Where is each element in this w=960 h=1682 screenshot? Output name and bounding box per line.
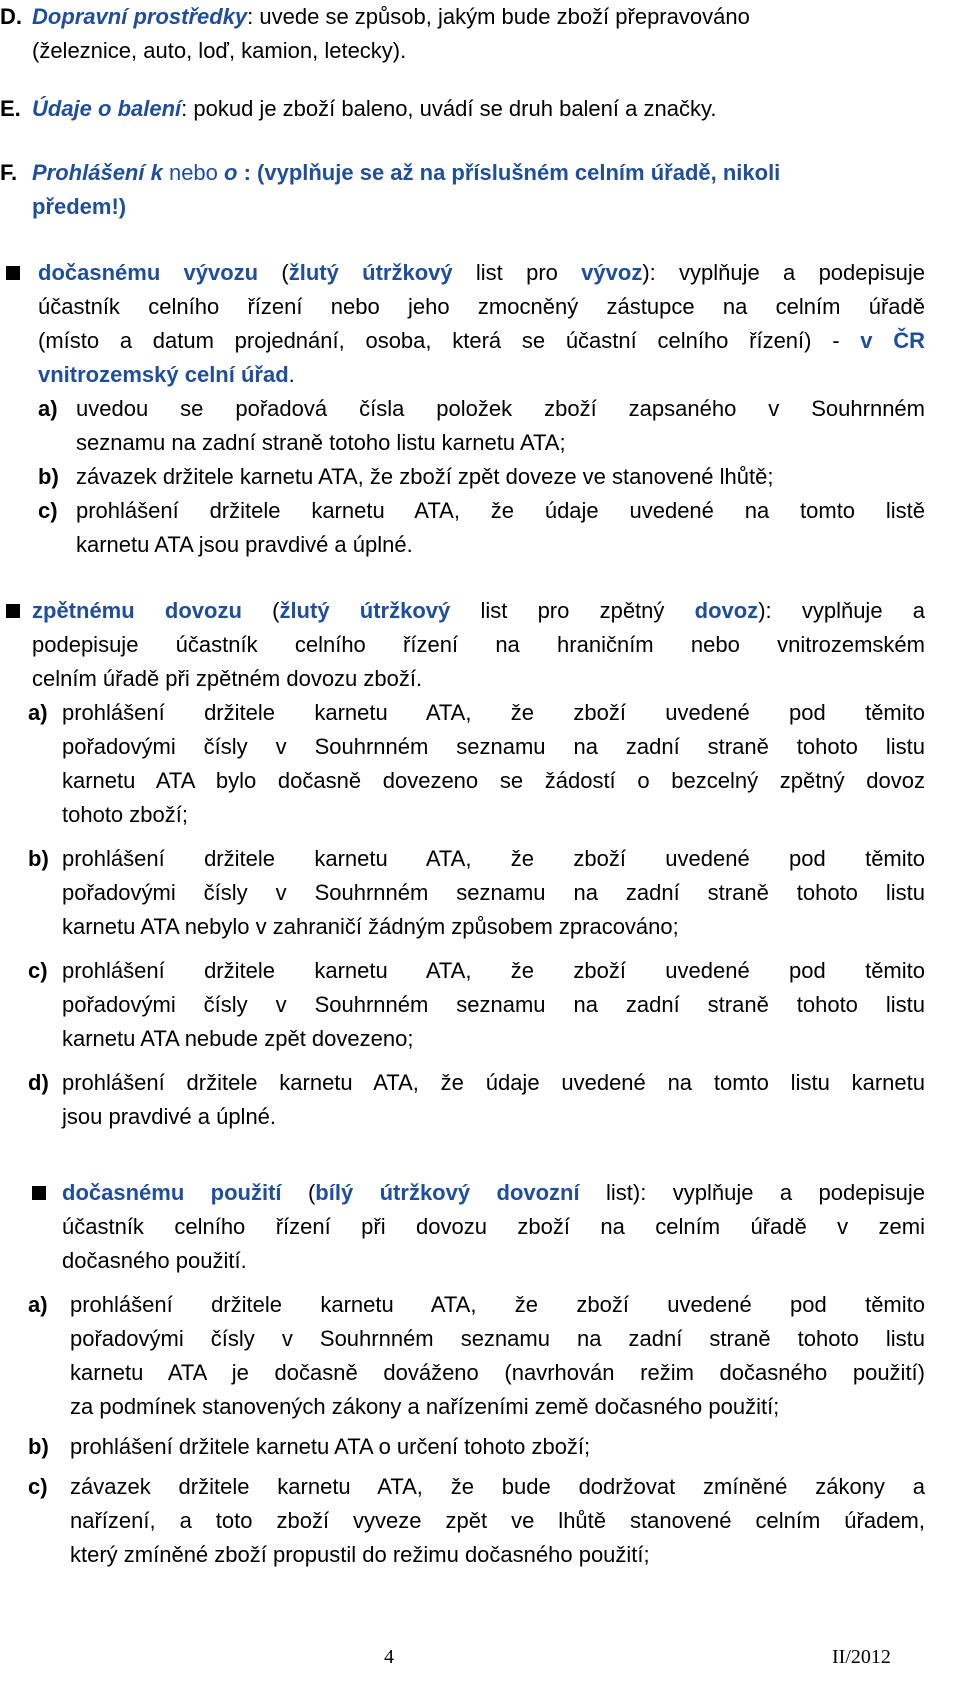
s2-a1: prohlášení držitele karnetu ATA, že zboží uvedené pod těmito (62, 700, 925, 725)
section-f-line2-text: předem!) (32, 194, 127, 219)
s2-c1: prohlášení držitele karnetu ATA, že zboží uvedené pod těmito (62, 958, 925, 983)
s2-line3: celním úřadě při zpětném dovozu zboží. (32, 666, 423, 691)
s1-a2: seznamu na zadní straně totoho listu karnetu ATA; (76, 430, 566, 455)
s2-b1: prohlášení držitele karnetu ATA, že zboží uvedené pod těmito (62, 846, 925, 871)
s3-c2: nařízení, a toto zboží vyveze zpět ve lhůtě stanovené celním úřadem, (70, 1508, 925, 1533)
s2-c3: karnetu ATA nebude zpět dovezeno; (62, 1026, 414, 1051)
s1-a1: uvedou se pořadová čísla položek zboží zapsaného v Souhrnném (76, 396, 925, 421)
s2-d1: prohlášení držitele karnetu ATA, že údaje uvedené na tomto listu karnetu (62, 1070, 925, 1095)
s2-h-b1: zpětnému dovozu (32, 598, 242, 623)
s3-line3: dočasného použití. (62, 1248, 247, 1273)
s2-d-label: d) (28, 1070, 49, 1095)
section-f-line1 (32, 156, 780, 190)
s3-heading (62, 1176, 925, 1210)
s1-line4 (38, 358, 295, 392)
section-f-rest: : (vyplňuje se až na příslušném celním úřadě, nikoli (237, 160, 781, 185)
s1-l4: vnitrozemský celní úřad (38, 362, 289, 387)
s2-c-label: c) (28, 958, 48, 983)
s1-l4t: . (288, 362, 295, 387)
section-d-line2: (železnice, auto, loď, kamion, letecky). (32, 38, 407, 63)
s1-h-b3: vývoz (581, 260, 643, 285)
s1-line3 (38, 324, 925, 358)
section-f-title: Prohlášení k (32, 160, 163, 185)
section-f-line2 (32, 190, 126, 224)
s3-c3: který zmíněné zboží propustil do režimu dočasného použití; (70, 1542, 650, 1567)
bullet-square-icon (32, 1186, 46, 1200)
s3-a3: karnetu ATA je dočasně dováženo (navrhován režim dočasného použití) (70, 1360, 925, 1385)
bullet-square-icon (6, 604, 20, 618)
s1-a-label: a) (38, 396, 58, 421)
s1-b-label: b) (38, 464, 59, 489)
section-f-mid: nebo (162, 160, 225, 185)
bullet-square-icon (6, 266, 20, 280)
s3-b1: prohlášení držitele karnetu ATA o určení tohoto zboží; (70, 1434, 591, 1459)
s3-a-label: a) (28, 1292, 48, 1317)
s2-a3: karnetu ATA bylo dočasně dovezeno se žádostí o bezcelný zpětný dovoz (62, 768, 925, 793)
s2-b-label: b) (28, 846, 49, 871)
section-d-line1 (32, 0, 750, 34)
s1-b1: závazek držitele karnetu ATA, že zboží zpět doveze ve stanovené lhůtě; (76, 464, 774, 489)
section-d-title: Dopravní prostředky (32, 4, 248, 29)
s3-b-label: b) (28, 1434, 49, 1459)
s2-h-t3: ): vyplňuje a (758, 598, 926, 623)
section-f-o: o (224, 160, 238, 185)
s2-h-t2: list pro zpětný (450, 598, 695, 623)
page-number: 4 (384, 1646, 394, 1668)
s3-a2: pořadovými čísly v Souhrnném seznamu na zadní straně tohoto listu (70, 1326, 925, 1351)
s2-b2: pořadovými čísly v Souhrnném seznamu na zadní straně tohoto listu (62, 880, 925, 905)
s2-heading (32, 594, 925, 628)
s3-h-b2: bílý útržkový dovozní (315, 1180, 580, 1205)
s3-a1: prohlášení držitele karnetu ATA, že zboží uvedené pod těmito (70, 1292, 925, 1317)
s1-h-b2: žlutý útržkový (288, 260, 453, 285)
s3-line2: účastník celního řízení při dovozu zboží na celním úřadě v zemi (62, 1214, 925, 1239)
s3-c-label: c) (28, 1474, 48, 1499)
s1-h-t2: list pro (452, 260, 582, 285)
s1-c2: karnetu ATA jsou pravdivé a úplné. (76, 532, 413, 557)
section-f-label: F. (0, 160, 18, 185)
s2-a2: pořadovými čísly v Souhrnném seznamu na zadní straně tohoto listu (62, 734, 925, 759)
section-e-line1 (32, 92, 716, 126)
s3-c1: závazek držitele karnetu ATA, že bude dodržovat zmíněné zákony a (70, 1474, 925, 1499)
s2-b3: karnetu ATA nebylo v zahraničí žádným způsobem zpracováno; (62, 914, 679, 939)
s2-a-label: a) (28, 700, 48, 725)
s3-h-t2: list): vyplňuje a podepisuje (579, 1180, 925, 1205)
footer-date: II/2012 (832, 1646, 891, 1668)
s2-line2: podepisuje účastník celního řízení na hraničním nebo vnitrozemském (32, 632, 925, 657)
section-e-title: Údaje o balení (32, 96, 182, 121)
s1-c1: prohlášení držitele karnetu ATA, že údaje uvedené na tomto listě (76, 498, 925, 523)
s1-l3: (místo a datum projednání, osoba, která se účastní celního řízení) - (38, 328, 840, 353)
s2-h-b2: žlutý útržkový (279, 598, 451, 623)
s2-a4: tohoto zboží; (62, 802, 188, 827)
s3-h-t1: ( (281, 1180, 316, 1205)
s1-c-label: c) (38, 498, 58, 523)
section-e-label: E. (0, 96, 21, 121)
s3-h-b1: dočasnému použití (62, 1180, 282, 1205)
section-d-text: : uvede se způsob, jakým bude zboží přepravováno (247, 4, 750, 29)
section-d-label: D. (0, 4, 22, 29)
s1-h-b1: dočasnému vývozu (38, 260, 259, 285)
s2-c2: pořadovými čísly v Souhrnném seznamu na zadní straně tohoto listu (62, 992, 925, 1017)
s1-h-t1: ( (258, 260, 289, 285)
s2-h-t1: ( (241, 598, 280, 623)
s2-d2: jsou pravdivé a úplné. (62, 1104, 277, 1129)
s1-line2: účastník celního řízení nebo jeho zmocněný zástupce na celním úřadě (38, 294, 925, 319)
s1-h-t3: ): vyplňuje a podepisuje (642, 260, 925, 285)
s3-a4: za podmínek stanovených zákony a nařízeními země dočasného použití; (70, 1394, 780, 1419)
s2-h-b3: dovoz (694, 598, 759, 623)
section-e-text: : pokud je zboží baleno, uvádí se druh balení a značky. (181, 96, 717, 121)
s1-l3b: v ČR (839, 328, 925, 353)
s1-heading (38, 256, 925, 290)
